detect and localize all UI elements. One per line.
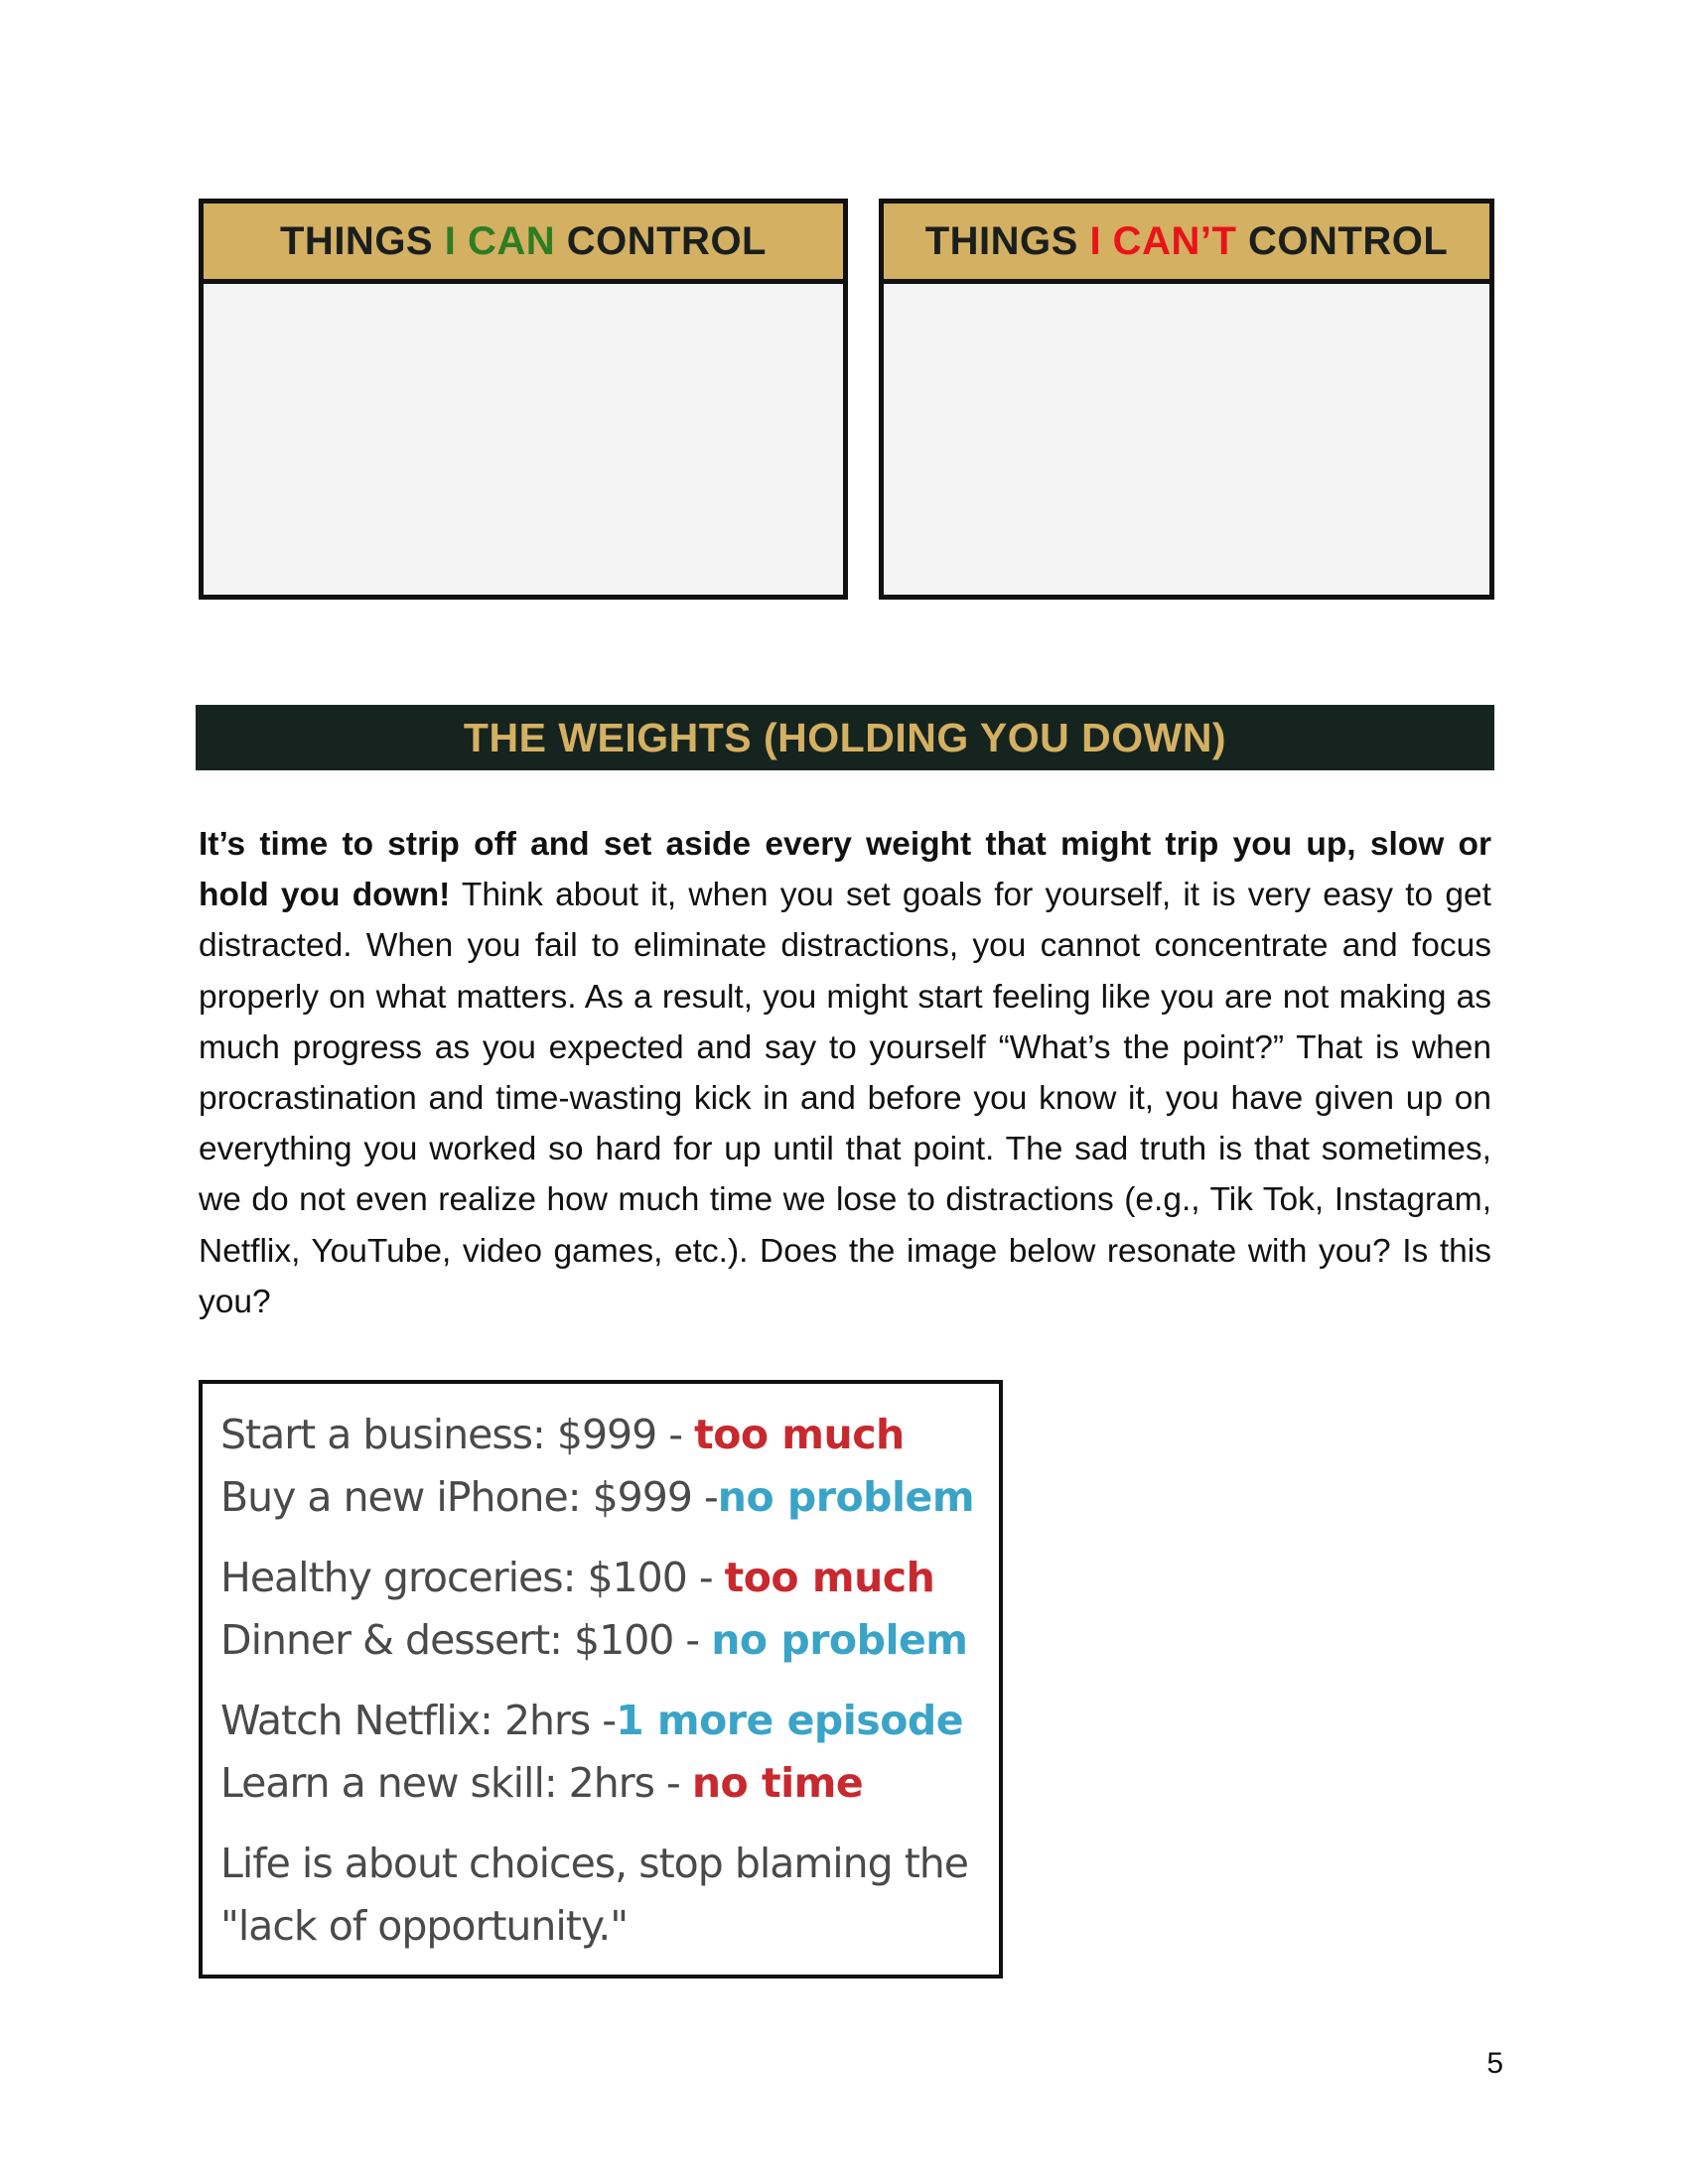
meme-line-verdict: no problem [717, 1473, 975, 1521]
header-prefix: THINGS [924, 218, 1090, 263]
things-i-cant-control-input-area[interactable] [884, 284, 1489, 595]
meme-line-verdict: too much [724, 1554, 935, 1601]
meme-line-verdict: no time [691, 1759, 864, 1807]
header-emphasis-cant: I CAN’T [1089, 218, 1237, 263]
meme-group [220, 1547, 999, 1672]
meme-line [220, 1466, 999, 1529]
meme-line-verdict: too much [694, 1411, 905, 1458]
meme-line [220, 1547, 999, 1609]
things-i-cant-control-box [879, 199, 1494, 600]
meme-quote-line-1: Life is about choices, stop blaming the [220, 1840, 969, 1887]
meme-quote-line-2: "lack of opportunity." [220, 1902, 629, 1950]
header-suffix: CONTROL [1236, 218, 1449, 263]
meme-line-label: Learn a new skill: 2hrs - [220, 1759, 692, 1807]
header-suffix: CONTROL [555, 218, 767, 263]
header-prefix: THINGS [280, 218, 445, 263]
weights-intro-bold: It’s time to strip off and set aside every weight that might trip you up, slow or hold you down! [199, 826, 1491, 914]
things-i-can-control-input-area[interactable] [204, 284, 843, 595]
meme-line [220, 1752, 999, 1815]
meme-line-verdict: no problem [711, 1616, 968, 1664]
header-emphasis-can: I CAN [444, 218, 556, 263]
meme-line-label: Start a business: $999 - [220, 1411, 695, 1458]
meme-quote [220, 1833, 999, 1958]
things-i-can-control-box [199, 199, 848, 600]
meme-line-label: Watch Netflix: 2hrs - [220, 1697, 617, 1744]
things-i-can-control-header [204, 204, 843, 284]
weights-body-text: Think about it, when you set goals for yourself, it is very easy to get distracted. When you fail to eliminate distractions, you cannot concentrate and focus properly on what matters. As a result, you might start feeling like you are not making as much progress as you expected and say to yourself “What’s the point?” That is when procrastination and time-wasting kick in and before you know it, you have given up on everything you worked so hard for up until that point. The sad truth is that sometimes, we do not even realize how much time we lose to distractions (e.g., Tik Tok, Instagram, Netflix, YouTube, video games, etc.). Does the image below resonate with you? Is this you? [199, 877, 1491, 1320]
meme-group [220, 1404, 999, 1529]
meme-line [220, 1690, 999, 1752]
meme-line-verdict: 1 more episode [616, 1697, 964, 1744]
meme-group [220, 1690, 999, 1815]
choices-meme-image [199, 1380, 1003, 1979]
things-i-cant-control-header [884, 204, 1489, 284]
meme-line-label: Buy a new iPhone: $999 - [220, 1473, 718, 1521]
meme-line [220, 1609, 999, 1672]
meme-comparisons [220, 1404, 999, 1815]
meme-line-label: Healthy groceries: $100 - [220, 1554, 725, 1601]
weights-section-heading [196, 705, 1494, 770]
meme-line [220, 1404, 999, 1466]
page-number: 5 [1486, 2047, 1503, 2080]
weights-paragraph [199, 819, 1491, 1327]
meme-line-label: Dinner & dessert: $100 - [220, 1616, 712, 1664]
weights-heading-text: THE WEIGHTS (HOLDING YOU DOWN) [463, 714, 1227, 760]
